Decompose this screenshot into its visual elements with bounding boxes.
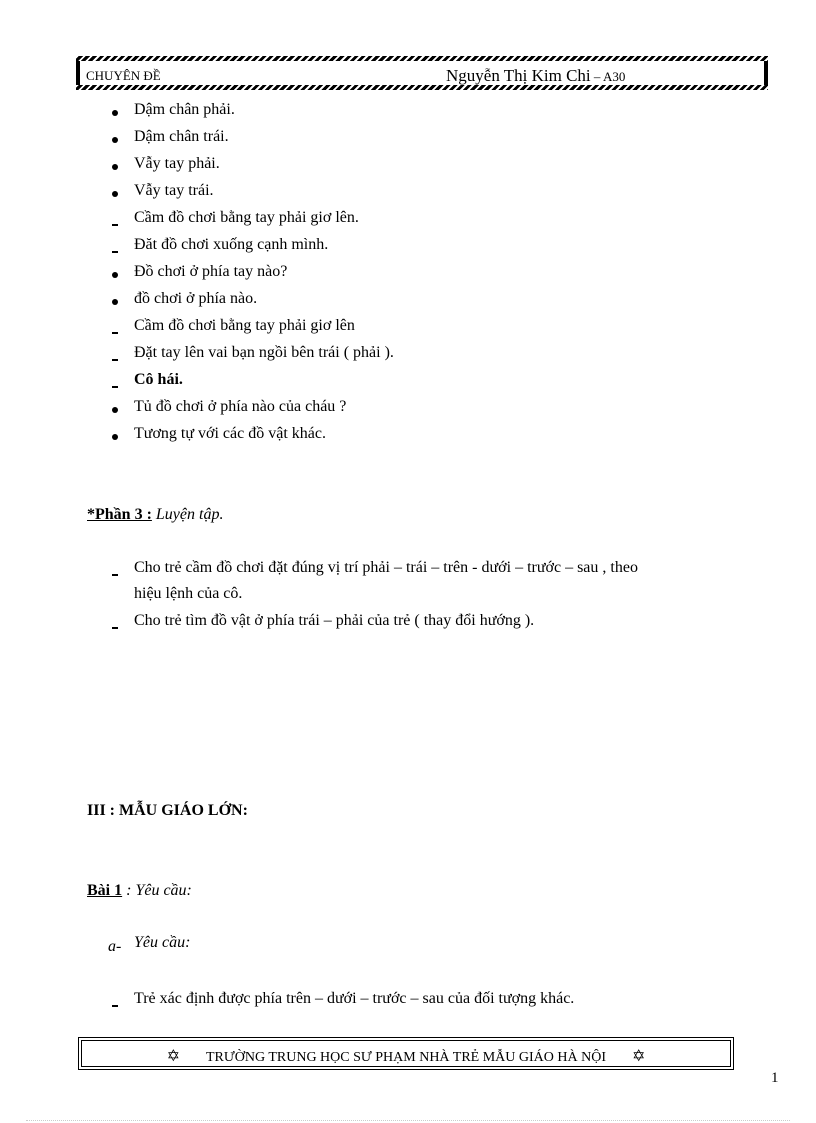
- list-item-continuation: hiệu lệnh của cô.: [134, 585, 243, 602]
- bullet-icon: [112, 400, 132, 418]
- part3-heading: [87, 506, 223, 524]
- page-footer: [78, 1037, 734, 1070]
- list-item: Vẫy tay trái.: [134, 182, 214, 199]
- list-item: Đồ chơi ở phía tay nào?: [134, 263, 288, 280]
- bullet-icon: [112, 427, 132, 445]
- dash-icon: [112, 238, 132, 258]
- list-item: Tủ đồ chơi ở phía nào của cháu ?: [134, 398, 347, 415]
- header-frame: [76, 61, 768, 85]
- header-class: – A30: [590, 69, 626, 84]
- lesson-requirement: : Yêu cầu:: [122, 882, 192, 899]
- lesson-heading: [87, 882, 192, 900]
- bullet-icon: [112, 157, 132, 175]
- list-item: Trẻ xác định được phía trên – dưới – trước – sau của đối tượng khác.: [134, 990, 575, 1007]
- bullet-icon: [112, 265, 132, 283]
- list-item: Tương tự với các đồ vật khác.: [134, 425, 326, 442]
- list-item: Cho trẻ tìm đồ vật ở phía trái – phải của trẻ ( thay đổi hướng ).: [134, 612, 535, 629]
- bullet-icon: [112, 130, 132, 148]
- list-item: Cho trẻ cầm đồ chơi đặt đúng vị trí phải – trái – trên - dưới – trước – sau , theo: [134, 559, 638, 576]
- list-item: Đặt tay lên vai bạn ngồi bên trái ( phải ).: [134, 344, 394, 361]
- page-number: 1: [771, 1070, 779, 1086]
- header-author-name: Nguyễn Thị Kim Chi: [446, 66, 591, 85]
- dash-icon: [112, 992, 132, 1012]
- bullet-icon: [112, 184, 132, 202]
- dash-icon: [112, 561, 132, 581]
- dash-icon: [112, 211, 132, 231]
- list-item: Cô hái.: [134, 371, 183, 388]
- lesson-label: Bài 1: [87, 882, 123, 899]
- header-topic: CHUYÊN ĐỀ: [86, 68, 161, 83]
- dash-icon: [112, 614, 132, 634]
- list-item: Đăt đồ chơi xuống cạnh mình.: [134, 236, 329, 253]
- bullet-icon: [112, 103, 132, 121]
- list-item: đồ chơi ở phía nào.: [134, 290, 258, 307]
- footer-school: TRƯỜNG TRUNG HỌC SƯ PHẠM NHÀ TRẺ MẪU GIÁO HÀ NỘI: [206, 1050, 606, 1065]
- list-item: Vẫy tay phải.: [134, 155, 220, 172]
- part3-title: Luyện tập.: [151, 506, 224, 523]
- sub-item-marker: a-: [108, 938, 122, 955]
- dash-icon: [112, 346, 132, 366]
- star-icon: ✡: [166, 1046, 180, 1065]
- header-author: [446, 66, 625, 86]
- sub-item-text: Yêu cầu:: [134, 934, 191, 951]
- list-item: Dậm chân phải.: [134, 101, 235, 118]
- list-item: Cầm đồ chơi bằng tay phải giơ lên.: [134, 209, 359, 226]
- list-item: Dậm chân trái.: [134, 128, 229, 145]
- dash-icon: [112, 319, 132, 339]
- part3-label: *Phần 3 :: [87, 506, 152, 523]
- page-divider: [26, 1120, 790, 1121]
- page-header: [76, 56, 768, 90]
- dash-icon: [112, 373, 132, 393]
- list-item: Cầm đồ chơi bằng tay phải giơ lên: [134, 317, 355, 334]
- section-heading: III : MẪU GIÁO LỚN:: [87, 802, 248, 819]
- bullet-icon: [112, 292, 132, 310]
- star-icon: ✡: [632, 1046, 646, 1065]
